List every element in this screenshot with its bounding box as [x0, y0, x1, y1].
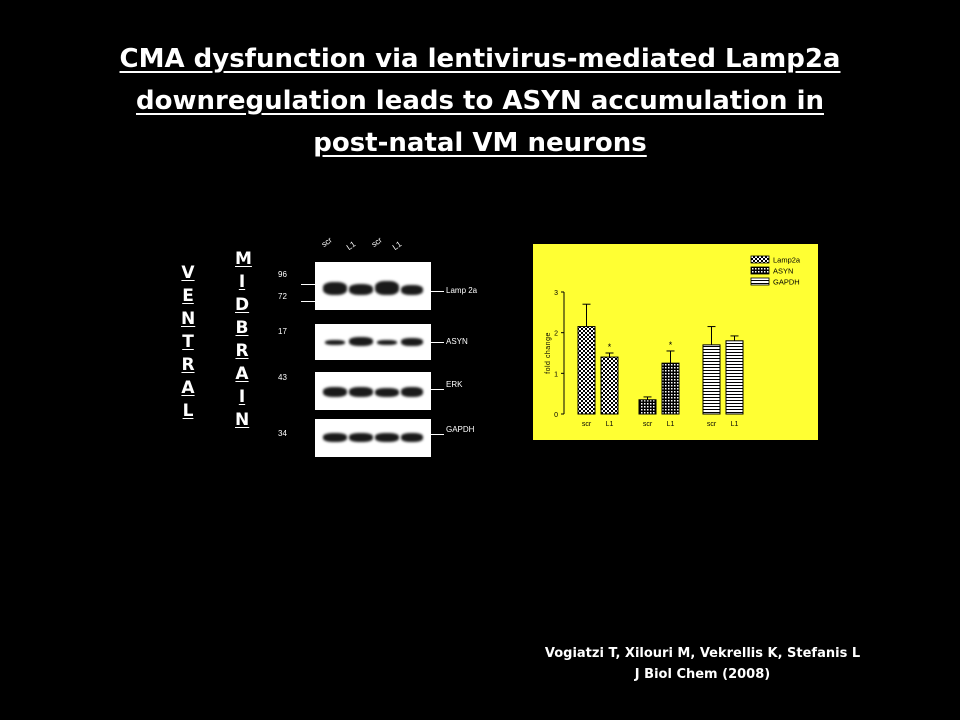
y-axis-label: fold change [545, 332, 552, 374]
marker-tick [301, 284, 315, 285]
y-tick-label: 3 [554, 290, 558, 297]
midbrain-letter: N [235, 410, 250, 430]
protein-label-asyn: ASYN [446, 337, 468, 346]
blot-band [401, 387, 423, 397]
ventral-label [181, 262, 195, 423]
bar [601, 357, 618, 414]
legend-label: Lamp2a [773, 255, 801, 265]
marker-43: 43 [278, 373, 287, 382]
legend-swatch [751, 256, 769, 263]
blot-panel-lamp2a [315, 262, 431, 310]
legend-label: ASYN [773, 266, 794, 276]
legend-label: GAPDH [773, 277, 800, 287]
lane-label: scr [319, 235, 334, 249]
x-category-label: scr [706, 421, 717, 428]
blot-band [323, 433, 347, 442]
bar [726, 341, 743, 414]
marker-96: 96 [278, 270, 287, 279]
midbrain-letter: M [235, 249, 252, 269]
lane-label: L1 [390, 239, 404, 252]
chart-svg [533, 244, 818, 440]
y-tick-label: 0 [554, 412, 558, 419]
protein-label-erk: ERK [446, 380, 463, 389]
blot-band [401, 433, 423, 442]
lane-label: scr [369, 235, 384, 249]
title-line-2: downregulation leads to ASYN accumulation in [136, 86, 824, 116]
midbrain-label [235, 248, 252, 432]
y-tick-label: 1 [554, 371, 558, 379]
y-tick-label: 2 [554, 330, 558, 338]
x-category-label: L1 [666, 421, 675, 428]
arrow-icon [430, 342, 444, 343]
blot-band [375, 433, 399, 442]
ventral-letter: N [181, 309, 196, 329]
ventral-letter: E [182, 286, 194, 306]
x-category-label: L1 [730, 421, 739, 428]
ventral-letter: A [181, 378, 195, 398]
marker-72: 72 [278, 292, 287, 301]
midbrain-letter: I [238, 387, 246, 407]
significance-marker: * [668, 339, 673, 350]
blot-band [349, 433, 373, 442]
blot-band [323, 282, 347, 295]
marker-34: 34 [278, 429, 287, 438]
ventral-letter: R [181, 355, 195, 375]
midbrain-letter: A [235, 364, 249, 384]
blot-band [375, 281, 399, 295]
x-category-label: L1 [605, 421, 614, 428]
bar [639, 400, 656, 414]
blot-band [349, 337, 373, 346]
marker-17: 17 [278, 327, 287, 336]
blot-band [401, 338, 423, 346]
midbrain-letter: D [235, 295, 250, 315]
legend-swatch [751, 267, 769, 274]
midbrain-letter: I [238, 272, 246, 292]
citation [520, 643, 885, 685]
x-category-label: scr [642, 421, 653, 428]
blot-band [325, 340, 345, 345]
protein-label-gapdh: GAPDH [446, 425, 475, 434]
arrow-icon [430, 291, 444, 292]
blot-band [349, 387, 373, 397]
ventral-letter: V [181, 263, 195, 283]
western-blot-figure [270, 232, 510, 462]
ventral-letter: L [182, 401, 194, 421]
fold-change-bar-chart [533, 244, 818, 440]
midbrain-letter: B [235, 318, 249, 338]
x-category-label: scr [581, 421, 592, 428]
blot-band [401, 285, 423, 295]
citation-journal: J Biol Chem (2008) [634, 667, 771, 682]
legend-swatch [751, 278, 769, 285]
midbrain-letter: R [235, 341, 249, 361]
bar [578, 327, 595, 414]
ventral-letter: T [182, 332, 194, 352]
bar [662, 363, 679, 414]
citation-authors: Vogiatzi T, Xilouri M, Vekrellis K, Stefanis L [544, 646, 861, 661]
lane-label: L1 [344, 239, 358, 252]
title-line-1: CMA dysfunction via lentivirus-mediated Lamp2a [119, 44, 841, 74]
blot-panel-erk [315, 372, 431, 410]
blot-panel-gapdh [315, 419, 431, 457]
significance-marker: * [607, 342, 612, 352]
blot-band [375, 388, 399, 397]
blot-panel-asyn [315, 324, 431, 360]
blot-band [377, 340, 397, 345]
slide-title [60, 38, 900, 164]
blot-band [349, 284, 373, 295]
title-line-3: post-natal VM neurons [313, 128, 647, 158]
bar [703, 345, 720, 414]
marker-tick [301, 301, 315, 302]
arrow-icon [430, 434, 444, 435]
arrow-icon [430, 389, 444, 390]
blot-band [323, 387, 347, 397]
protein-label-lamp2a: Lamp 2a [446, 286, 478, 295]
